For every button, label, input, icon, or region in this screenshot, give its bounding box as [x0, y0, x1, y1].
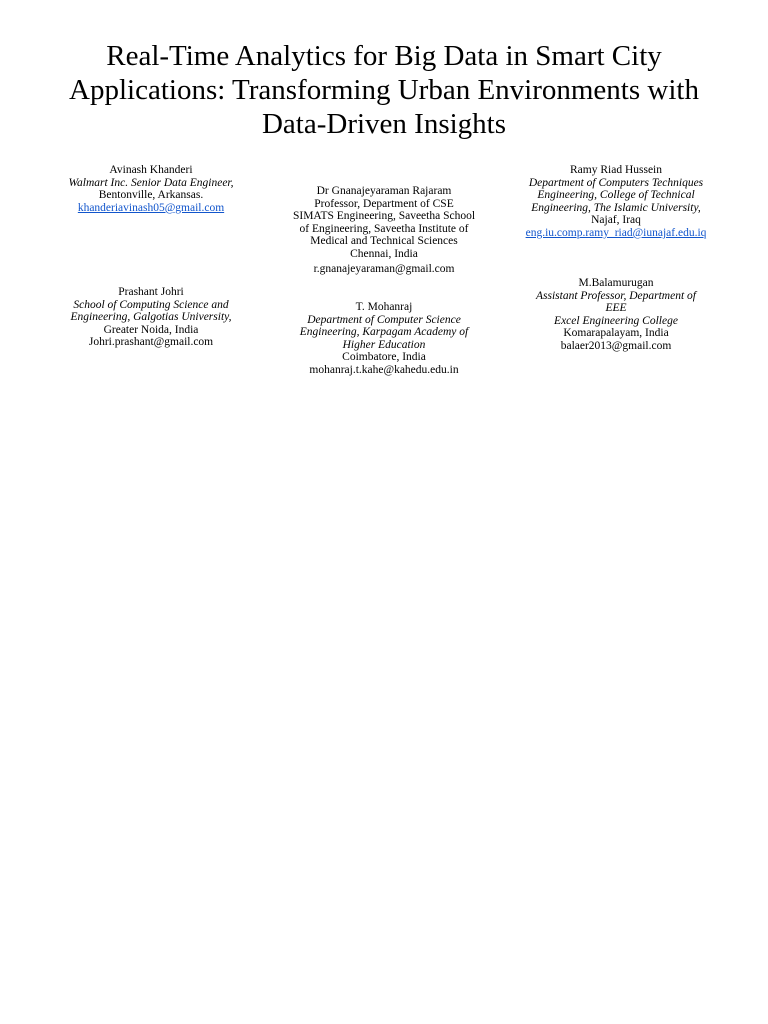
author-block-khanderi [56, 164, 246, 214]
author-location: Coimbatore, India [342, 351, 426, 364]
author-email: mohanraj.t.kahe@kahedu.edu.in [309, 363, 459, 376]
author-affiliation: Assistant Professor, Department of [536, 289, 696, 302]
author-email-link[interactable]: khanderiavinash05@gmail.com [77, 201, 225, 214]
author-affiliation: School of Computing Science and [73, 298, 229, 311]
author-location: Bentonville, Arkansas. [98, 189, 204, 202]
author-affiliation: Engineering, Karpagam Academy of [299, 326, 469, 339]
author-email-link[interactable]: eng.iu.comp.ramy_riad@iunajaf.edu.iq [525, 226, 707, 239]
author-affiliation: Department of Computer Science [307, 313, 461, 326]
author-name: Dr Gnanajeyaraman Rajaram [316, 185, 452, 197]
author-name: Prashant Johri [118, 286, 184, 298]
author-location: Greater Noida, India [103, 323, 199, 336]
author-name: Avinash Khanderi [109, 164, 193, 176]
author-affiliation: Walmart Inc. Senior Data Engineer, [68, 176, 234, 189]
author-block-hussein [521, 164, 711, 240]
author-affiliation: Excel Engineering College [554, 314, 678, 327]
author-name: T. Mohanraj [355, 301, 413, 313]
author-affiliation: of Engineering, Saveetha Institute of [299, 222, 469, 235]
author-location: Najaf, Iraq [591, 214, 641, 227]
author-block-balamurugan [521, 277, 711, 353]
author-affiliation: EEE [605, 302, 627, 315]
author-affiliation: SIMATS Engineering, Saveetha School [292, 210, 476, 223]
author-block-mohanraj [289, 301, 479, 377]
author-affiliation: Higher Education [342, 338, 426, 351]
author-email: r.gnanajeyaraman@gmail.com [313, 262, 455, 275]
paper-title: Real-Time Analytics for Big Data in Smart City Applications: Transforming Urban Environments with Data-Driven Insights [69, 40, 699, 140]
author-location: Komarapalayam, India [563, 327, 669, 340]
author-affiliation: Professor, Department of CSE [314, 197, 454, 210]
author-block-rajaram [289, 185, 479, 275]
author-affiliation: Engineering, College of Technical [537, 189, 695, 202]
author-email: Johri.prashant@gmail.com [88, 336, 214, 349]
author-name: Ramy Riad Hussein [570, 164, 662, 176]
author-affiliation: Medical and Technical Sciences [310, 235, 458, 248]
author-affiliation: Department of Computers Techniques [528, 176, 704, 189]
author-affiliation: Engineering, The Islamic University, [531, 201, 701, 214]
author-email: balaer2013@gmail.com [560, 339, 672, 352]
author-location: Chennai, India [350, 247, 418, 260]
author-name: M.Balamurugan [578, 277, 654, 289]
author-affiliation: Engineering, Galgotias University, [70, 311, 232, 324]
author-block-johri [56, 286, 246, 349]
